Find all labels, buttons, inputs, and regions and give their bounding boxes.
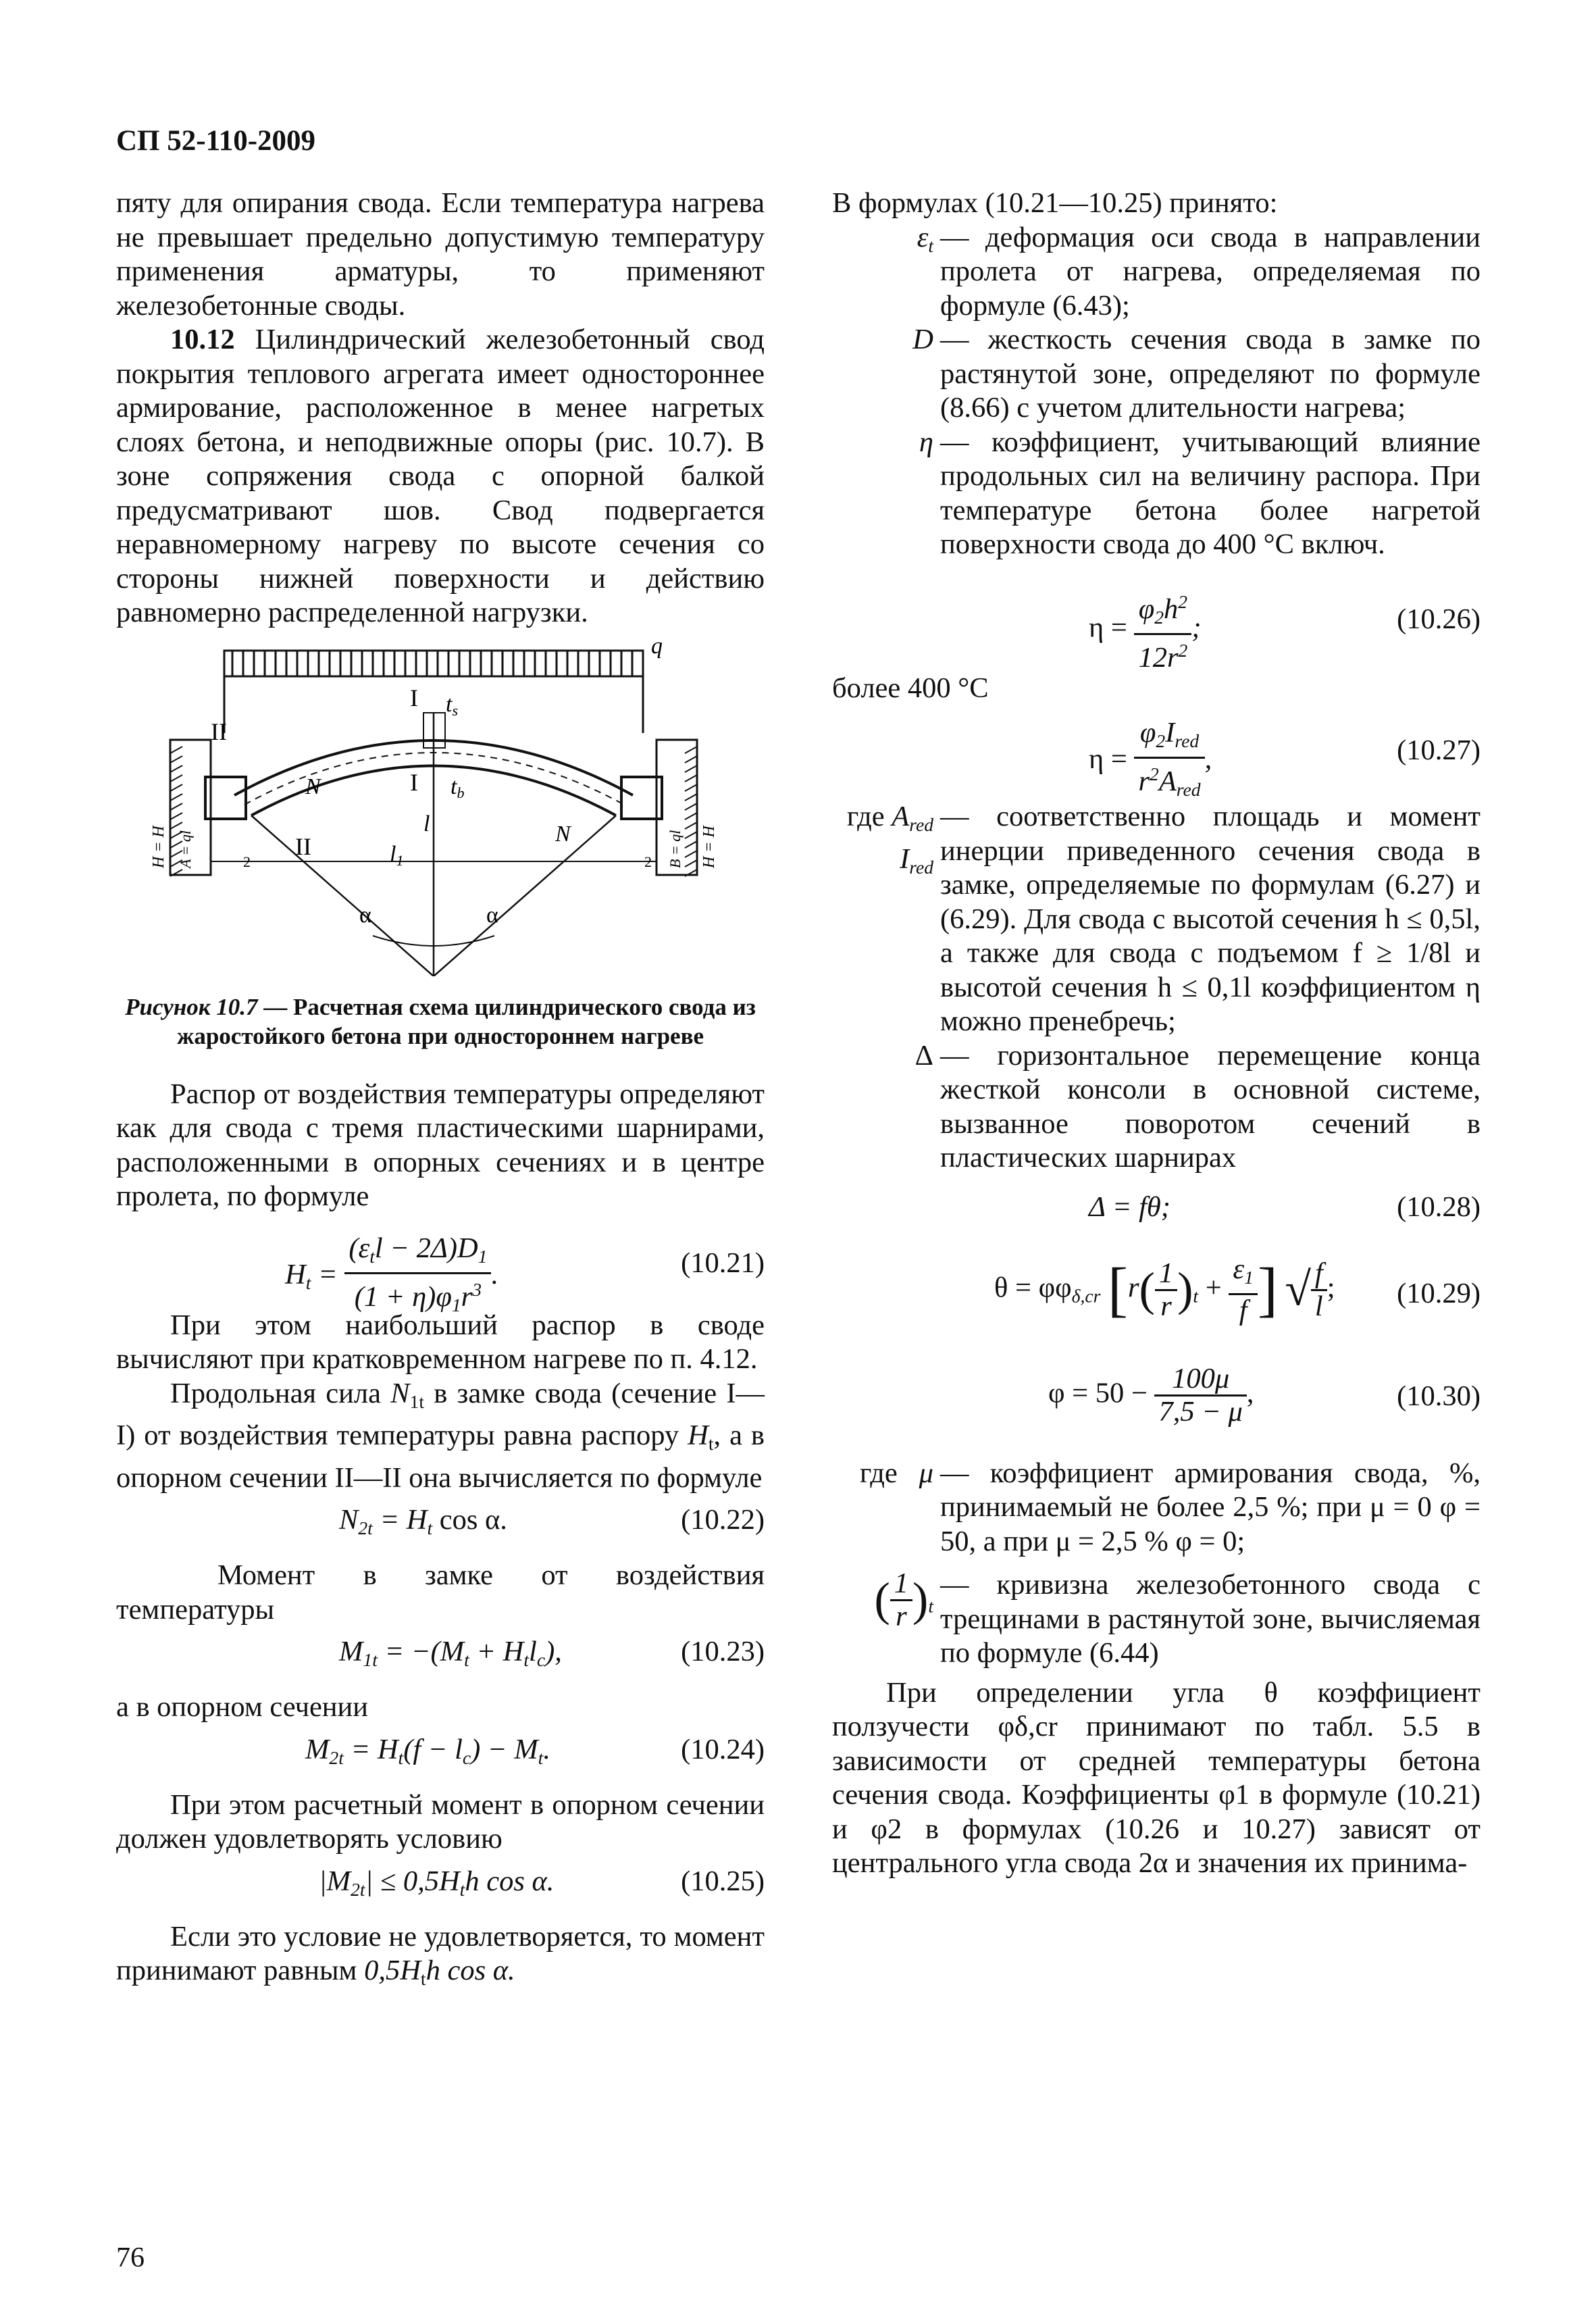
definition-item [832,221,1481,324]
definitions-list [832,221,1481,562]
section-I-label: I [410,684,418,711]
eq-den: A [1158,765,1177,798]
eq-text: |M [319,1865,351,1897]
eq-lhs: θ = φφ [994,1271,1072,1303]
l1-label: l [390,841,396,867]
fraction [1155,1258,1177,1322]
l1-sub: 1 [396,851,404,869]
eq-sup: 2 [1178,590,1188,612]
alpha-right-label: α [486,902,498,928]
def-text: — коэффициент армирования свода, %, принимаемый не более 2,5 %; при μ = 0 φ = 50, а при μ = 2,5 % φ = 0; [940,1457,1481,1557]
eq-num: 1 [1155,1258,1177,1291]
caption-prefix: Рисунок 10.7 [125,993,258,1020]
eq-sub: t [305,1272,311,1293]
def-text: — жесткость сечения свода в замке по растянутой зоне, определяют по формуле (8.66) с учетом длительности нагрева; [940,324,1481,424]
text: h cos α. [426,1955,515,1986]
eq-sub: 2 [1154,606,1164,628]
symbol-sub: red [909,856,933,878]
eq-sub: c [462,1746,471,1768]
equation-number: (10.27) [1397,734,1481,766]
eq-num: 100μ [1154,1363,1246,1397]
eq-sub: t [1193,1284,1199,1306]
eq-sub: t [459,1878,465,1900]
symbol: μ [919,1457,933,1489]
fraction: $\frac{1}{r}$ [890,1568,912,1632]
equation-number: (10.26) [1397,603,1481,635]
clause-text: Цилиндрический железобетонный свод покрытия теплового агрегата имеет одностороннее армирование, расположенное в менее нагретых слоях бетона, и неподвижные опоры (рис. 10.7). В зоне сопряжения свода с опорной балкой предусматривают шов. Свод подвергается неравномерному нагреву по высоте сечения со стороны нижней поверхности и действию равномерно распределенной нагрузки. [116,324,765,628]
A-reaction-label: A = ql [177,830,194,868]
eq-sub: t [398,1746,404,1768]
right-column [832,186,1481,1881]
fraction [1134,718,1204,805]
paragraph: пяту для опирания свода. Если температура нагрева не превышает предельно допустимую температуру применения арматуры, то применяют железобетонные своды. [116,187,765,322]
symbol-sub: red [909,814,933,835]
def-symbol [832,1457,940,1491]
A-divisor-label: 2 [243,853,251,870]
equation-10-23 [116,1632,765,1681]
def-symbol [832,800,940,884]
eq-text: M [305,1733,330,1765]
eq-sub: 1t [363,1649,378,1670]
defs-intro: В формулах (10.21—10.25) принято: [832,187,1278,219]
fraction [1134,586,1191,674]
eq-lhs: H [285,1258,306,1290]
paragraph: При этом наибольший распор в своде вычисляют при кратковременном нагреве по п. 4.12. [116,1309,765,1375]
equation-10-26 [832,582,1481,674]
alpha-left-label: α [359,902,371,928]
fraction [1229,1254,1258,1326]
paragraph [116,1920,765,1996]
eq-den: l [1314,1290,1323,1322]
wall-hatch [685,860,697,867]
equation-number: (10.24) [681,1733,765,1765]
eq-sub: c [536,1649,546,1670]
equation-number: (10.23) [681,1636,765,1667]
definition-item [832,1568,1481,1671]
paragraph: При этом расчетный момент в опорном сечении должен удовлетворять условию [116,1788,765,1855]
eq-text: Δ = fθ; [1089,1190,1170,1223]
eq-den: r [1160,1290,1172,1322]
eq-sup: 2 [1178,639,1188,661]
eq-num: φ [1139,717,1156,749]
svg-text:l1 [390,842,403,869]
eq-text: h cos α. [465,1865,555,1897]
equation-10-22 [116,1501,765,1549]
eq-num: h [1164,593,1179,625]
text: 0,5H [364,1955,421,1986]
eq-text: ), [545,1636,562,1667]
equation-number: (10.21) [681,1247,765,1279]
fraction [1154,1363,1246,1428]
eq-num2: l − 2Δ)D [374,1232,478,1264]
document-code: СП 52-110-2009 [116,125,316,157]
section-II-label: II [211,718,227,745]
wall-hatch [170,784,182,791]
paragraph: а в опорном сечении [116,1691,369,1723]
left-column [116,186,765,1996]
eq-text: r [1128,1271,1139,1303]
eq-lhs: η = [1089,611,1127,643]
eq-num: φ [1138,593,1155,625]
eq-text: l [529,1636,537,1667]
tb-sub: b [457,784,465,801]
N-right-label: N [555,821,571,847]
symbol-sub: t [928,234,933,256]
eq-sub: 2t [358,1517,373,1538]
eq-den: f [1239,1294,1247,1326]
equation-number: (10.30) [1397,1380,1481,1412]
eq-num: (ε [349,1232,370,1264]
wall-hatch [170,794,182,801]
text: Если это условие не удовлетворяется, то момент принимают равным [116,1920,765,1986]
definition-item [832,1457,1481,1559]
def-symbol: Δ [915,1039,933,1072]
paragraph-10-12 [116,323,765,630]
where-word: где [846,801,885,832]
text: Продольная сила [170,1377,391,1409]
fraction: $\frac{(\varepsilon_tl - 2\Delta)D_1}{(1 + \eta)\varphi_1r^3}$ [344,1233,491,1321]
eq-sub: 2t [329,1746,344,1768]
def-symbol [832,221,940,263]
above-400-label: более 400 °С [832,672,989,704]
eq-sub: 1 [1244,1266,1254,1288]
ts-label: t [446,691,453,717]
equation-number: (10.29) [1397,1277,1481,1309]
wall-hatch [685,775,697,782]
eq-den2: r [461,1280,473,1313]
B-reaction-label: B = ql [667,830,684,868]
wall-hatch [685,832,697,838]
symbol: I [900,842,910,875]
clause-number: 10.12 [170,324,235,355]
equation-10-21: $H_t$ = $\frac{(\varepsilon_tl - 2\Delta)D_1}{(1 + \eta)\varphi_1r^3}$ . (10.21) [116,1219,765,1299]
eq-tail: , [1204,743,1212,775]
equation-10-24 [116,1730,765,1779]
equation-number: (10.28) [1397,1190,1481,1223]
text: t [708,1433,714,1454]
paragraph [116,1377,765,1496]
text: t [420,1968,426,1989]
paragraph: Распор от воздействия температуры определяют как для свода с тремя пластическими шарнирами, расположенными в опорных сечениях и в центре пролета, по формуле [116,1078,765,1212]
load-q-label: q [651,638,663,659]
paragraph: Момент в замке от воздействия температуры [116,1559,765,1626]
section-II-lower-label: II [295,832,311,860]
arch-diagram [143,638,738,976]
H-left-label: H = H [150,825,168,868]
eq-lhs: φ = 50 − [1048,1376,1148,1409]
text: N [390,1377,410,1409]
wall-hatch [170,803,182,810]
eq-sub: red [1175,730,1200,751]
page-number: 76 [116,2242,145,2273]
N-left-label: N [305,774,321,799]
wall-hatch [170,813,182,820]
eq-sub: 2t [351,1878,365,1900]
equation-10-27 [832,711,1481,801]
wall-hatch [170,822,182,829]
wall-hatch [685,851,697,857]
eq-sub: t [523,1649,530,1670]
eq-text: N [339,1504,359,1536]
eq-sub: t [538,1746,544,1768]
paragraph: При определении угла θ коэффициент ползучести φδ,cr принимают по табл. 5.5 в зависимости от средней температуры бетона сечения свода. Коэффициенты φ1 в формуле (10.21) и φ2 в формулах (10.26 и 10.27) зависят от центрального угла свода 2α и значения их принима- [832,1676,1481,1879]
definition-item [832,1039,1481,1176]
equation-number: (10.25) [681,1865,765,1897]
equation-number: (10.22) [681,1504,765,1536]
H-right-label: H = H [700,825,718,868]
eq-text: . [543,1733,550,1765]
eq-sub: t [464,1649,469,1670]
eq-den: 12r [1138,641,1179,674]
def-text: — соответственно площадь и момент инерции приведенного сечения свода в замке, определяемые по формулам (6.27) и (6.29). Для свода с высотой сечения h ≤ 0,5l, а также для свода с подъемом f ≥ 1/8l и высотой сечения h ≤ 0,1l коэффициентом η можно пренебречь; [940,801,1481,1037]
text: , а в опорном сечении II—II она вычисляется по формуле [116,1419,765,1494]
eq-sub: 2 [1156,730,1166,751]
wall-hatch [685,756,697,763]
definition-item [832,800,1481,1039]
where-word: где [859,1457,898,1489]
eq-den: r [1138,765,1150,798]
wall-hatch [685,841,697,848]
symbol: D [912,324,933,355]
def-text: — кривизна железобетонного свода с трещинами в растянутой зоне, вычисляемая по формуле (6.44) [940,1569,1481,1669]
ts-sub: s [452,701,459,719]
distributed-load [224,651,643,676]
wall-hatch [685,813,697,820]
eq-op: + [1205,1271,1222,1303]
def-symbol [832,323,940,357]
section-I-lower-label: I [410,768,418,796]
symbol: ε [917,221,929,253]
eq-sub: t [427,1517,433,1538]
eq-sub: red [1176,779,1201,801]
def-text: — горизонтальное перемещение конца жесткой консоли в основной системе, вызванное поворотом сечений в пластических шарнирах [940,1039,1481,1174]
tb-label: t [451,774,457,799]
B-divisor-label: 2 [644,853,652,870]
wall-hatch [170,775,182,782]
def-text: — коэффициент, учитывающий влияние продольных сил на величину распора. При температуре бетона более нагретой поверхности свода до 400 °С включ. [940,426,1481,560]
figure-caption [116,992,765,1051]
eq-tail: ; [1327,1271,1335,1303]
eq-text: = −(M [377,1636,465,1667]
eq-text: M [339,1636,363,1667]
text: H [688,1419,709,1451]
equation-10-30 [832,1363,1481,1443]
eq-num: I [1165,717,1175,749]
def-symbol [832,426,940,460]
text: 1t [409,1390,425,1412]
eq-den: (1 + η)φ [354,1280,452,1313]
eq-num: f [1311,1258,1327,1291]
fraction [1311,1258,1327,1322]
eq-text: ) − M [471,1733,538,1765]
wall-hatch [685,765,697,772]
eq-text: + H [469,1636,524,1667]
definition-item [832,323,1481,426]
symbol: A [892,801,910,832]
def-text: — деформация оси свода в направлении пролета от нагрева, определяемая по формуле (6.43); [940,221,1481,322]
eq-den: 7,5 − μ [1158,1395,1243,1428]
wall-hatch [685,822,697,829]
wall-hatch [685,784,697,791]
eq-text: = H [343,1733,398,1765]
eq-text: = H [372,1504,428,1536]
text: в замке свода (сечение I—I) от воздействия температуры равна распору [116,1377,765,1451]
eq-sup: 2 [1150,763,1159,784]
l-label: l [423,811,430,836]
eq-num: ε [1233,1253,1245,1285]
caption-text: — Расчетная схема цилиндрического свода из жаростойкого бетона при одностороннем нагреве [176,993,756,1049]
definition-item [832,426,1481,562]
eq-tail: , [1246,1376,1254,1409]
eq-lhs: η = [1089,743,1127,775]
wall-hatch [685,747,697,753]
svg-text:tb [451,774,464,801]
equation-10-25 [116,1862,765,1911]
equation-10-28 [832,1188,1481,1236]
equation-10-29: $\theta = \varphi\varphi_{\delta,cr}$ [r( $\frac{1}{r}$ )$_t$ + $\frac{\varepsilon_1}{f}$ ] √ $\frac{f}{l}$ ; (10.29) [994,1253,1481,1326]
wall-hatch [685,794,697,801]
symbol: η [919,426,933,458]
eq-sub: δ,cr [1071,1284,1101,1306]
svg-text:ts [446,692,458,719]
def-symbol: ( $\frac{1}{r}$ )$_t$ [874,1567,933,1632]
wall-hatch [170,765,182,772]
eq-text: | ≤ 0,5H [365,1865,460,1897]
eq-tail: ; [1191,611,1202,643]
eq-text: cos α. [432,1504,507,1536]
eq-text: (f − l [403,1733,463,1765]
wall-hatch [170,747,182,753]
wall-hatch [685,803,697,810]
wall-hatch [170,756,182,763]
